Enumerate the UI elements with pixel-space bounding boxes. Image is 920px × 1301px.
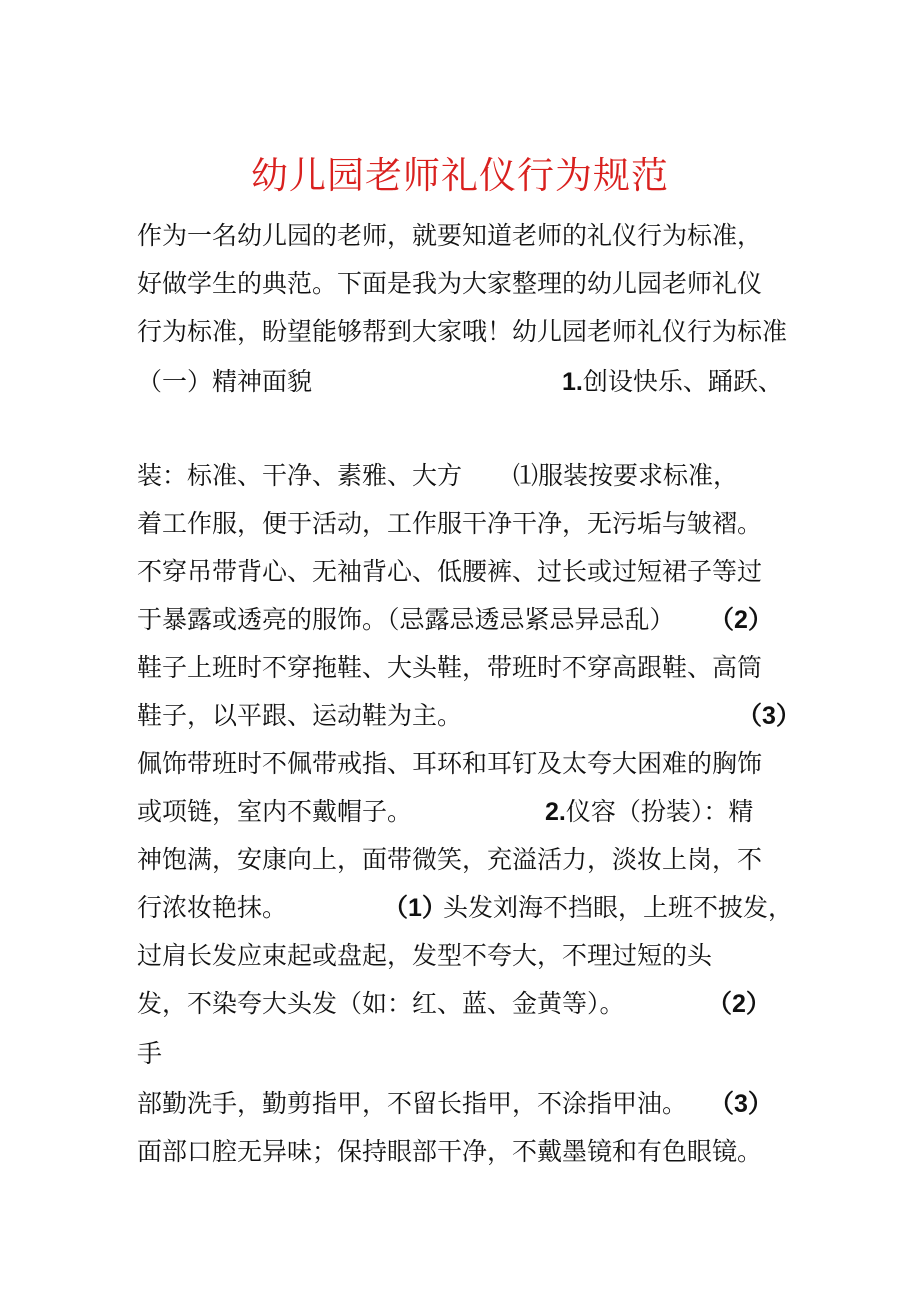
item-number: （1） (383, 894, 447, 922)
paragraph-line: 好做学生的典范。下面是我为大家整理的幼儿园老师礼仪 (137, 269, 763, 298)
line-text: 行浓妆艳抹。 (137, 893, 288, 922)
item-number: （3） (737, 702, 801, 730)
line-text: 部勤洗手，勤剪指甲，不留长指甲，不涂指甲油。 (137, 1089, 688, 1118)
section-heading: （一）精神面貌 (137, 367, 313, 396)
item-text: 创设快乐、踊跃、 (582, 367, 783, 396)
item-number: （2） (707, 990, 771, 1018)
item-number: 2. (545, 798, 566, 826)
line-text: 头发刘海不挡眼，上班不披发， (443, 893, 794, 922)
document-title: 幼儿园老师礼仪行为规范 (251, 154, 669, 197)
line-text: ⑴服装按要求标准， (513, 461, 739, 490)
line-text: 鞋子，以平跟、运动鞋为主。 (137, 701, 463, 730)
item-heading (545, 795, 753, 829)
paragraph-line: 鞋子上班时不穿拖鞋、大头鞋，带班时不穿高跟鞋、高筒 (137, 653, 763, 682)
line-text: 或项链，室内不戴帽子。 (137, 797, 413, 826)
paragraph-line: 神饱满，安康向上，面带微笑，充溢活力，淡妆上岗，不 (137, 845, 763, 874)
line-text: 发，不染夸大头发（如：红、蓝、金黄等）。 (137, 989, 625, 1018)
line-text: 装：标准、干净、素雅、大方 (137, 461, 463, 490)
paragraph-line: 行为标准，盼望能够帮到大家哦！幼儿园老师礼仪行为标准 (137, 317, 788, 346)
item-number: （3） (709, 1090, 773, 1118)
item-text: 仪容（扮装）：精 (565, 797, 754, 826)
paragraph-line: 过肩长发应束起或盘起，发型不夸大，不理过短的头 (137, 941, 713, 970)
paragraph-line: 面部口腔无异味；保持眼部干净，不戴墨镜和有色眼镜。 (137, 1137, 763, 1166)
paragraph-line: 着工作服，便于活动，工作服干净干净，无污垢与皱褶。 (137, 509, 763, 538)
paragraph-line: 作为一名幼儿园的老师，就要知道老师的礼仪行为标准， (137, 221, 763, 250)
item-number: （2） (709, 606, 773, 634)
item-heading (562, 365, 783, 399)
paragraph-line: 不穿吊带背心、无袖背心、低腰裤、过长或过短裙子等过 (137, 557, 763, 586)
line-text: 于暴露或透亮的服饰。（忌露忌透忌紧忌异忌乱） (137, 605, 675, 634)
paragraph-line: 手 (137, 1039, 163, 1068)
item-number: 1. (562, 368, 583, 396)
paragraph-line: 佩饰带班时不佩带戒指、耳环和耳钉及太夸大困难的胸饰 (137, 749, 763, 778)
